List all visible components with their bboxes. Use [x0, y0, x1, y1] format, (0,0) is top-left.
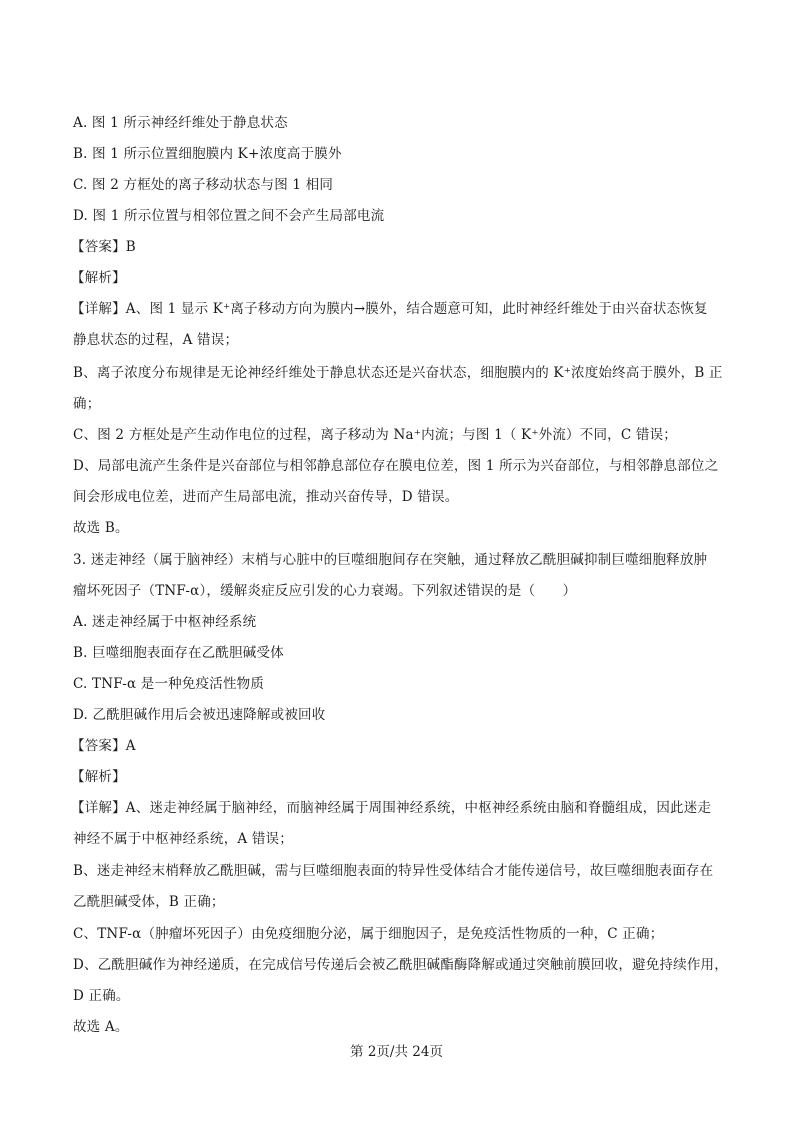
q2-analysis-label: 【解析】	[71, 270, 126, 286]
q2-option-c: C. 图 2 方框处的离子移动状态与图 1 相同	[73, 177, 334, 193]
q3-detail-line: 神经不属于中枢神经系统，A 错误；	[73, 831, 293, 847]
q2-option-a: A. 图 1 所示神经纤维处于静息状态	[73, 115, 288, 131]
q2-detail-line: C、图 2 方框处是产生动作电位的过程，离子移动为 Na⁺内流；与图 1（ K⁺外流）不同，C 错误；	[73, 427, 677, 443]
q3-detail-line: D、乙酰胆碱作为神经递质，在完成信号传递后会被乙酰胆碱酯酶降解或通过突触前膜回收，避免持续作用，	[73, 957, 728, 973]
q3-detail-line: 【详解】A、迷走神经属于脑神经，而脑神经属于周围神经系统，中枢神经系统由脑和脊髓组成，因此迷走	[71, 800, 712, 816]
q3-option-d: D. 乙酰胆碱作用后会被迅速降解或被回收	[73, 707, 326, 723]
q2-detail-line: B、离子浓度分布规律是无论神经纤维处于静息状态还是兴奋状态，细胞膜内的 K⁺浓度始终高于膜外，B 正	[73, 365, 723, 381]
q3-conclusion: 故选 A。	[73, 1019, 129, 1035]
q2-option-d: D. 图 1 所示位置与相邻位置之间不会产生局部电流	[73, 208, 385, 224]
page-number-footer: 第 2页/共 24页	[350, 1044, 443, 1060]
q2-detail-line: D、局部电流产生条件是兴奋部位与相邻静息部位存在膜电位差，图 1 所示为兴奋部位，与相邻静息部位之	[73, 458, 719, 474]
q2-detail-line: 【详解】A、图 1 显示 K⁺离子移动方向为膜内→膜外，结合题意可知，此时神经纤维处于由兴奋状态恢复	[71, 301, 708, 317]
q3-analysis-label: 【解析】	[71, 769, 126, 785]
q3-stem-line: 3. 迷走神经（属于脑神经）末梢与心脏中的巨噬细胞间存在突触，通过释放乙酰胆碱抑制巨噬细胞释放肿	[73, 552, 708, 568]
q2-option-b: B. 图 1 所示位置细胞膜内 K+浓度高于膜外	[73, 146, 342, 162]
q3-detail-line: D 正确。	[73, 988, 130, 1004]
q3-option-c: C. TNF-α 是一种免疫活性物质	[73, 676, 265, 692]
q2-answer: 【答案】B	[71, 239, 136, 255]
q3-stem-line: 瘤坏死因子（TNF-α），缓解炎症反应引发的心力衰竭。下列叙述错误的是（ ）	[73, 583, 577, 599]
q3-detail-line: C、TNF-α（肿瘤坏死因子）由免疫细胞分泌，属于细胞因子，是免疫活性物质的一种，C 正确；	[73, 926, 664, 942]
q2-detail-line: 静息状态的过程，A 错误；	[73, 332, 239, 348]
q3-option-b: B. 巨噬细胞表面存在乙酰胆碱受体	[73, 645, 284, 661]
q3-detail-line: B、迷走神经末梢释放乙酰胆碱，需与巨噬细胞表面的特异性受体结合才能传递信号，故巨噬细胞表面存在	[73, 863, 714, 879]
q2-conclusion: 故选 B。	[73, 520, 129, 536]
q3-detail-line: 乙酰胆碱受体，B 正确；	[73, 894, 225, 910]
q3-option-a: A. 迷走神经属于中枢神经系统	[73, 614, 257, 630]
q2-detail-line: 确；	[73, 396, 101, 412]
q3-answer: 【答案】A	[71, 738, 136, 754]
q2-detail-line: 间会形成电位差，进而产生局部电流，推动兴奋传导，D 错误。	[73, 489, 459, 505]
